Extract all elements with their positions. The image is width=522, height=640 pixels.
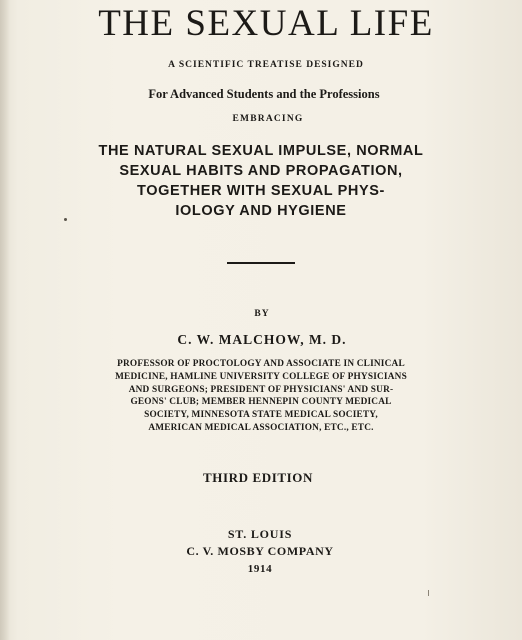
- topic-line: IOLOGY AND HYGIENE: [175, 203, 347, 219]
- topic-line: TOGETHER WITH SEXUAL PHYS-: [137, 183, 385, 199]
- subtitle-audience: For Advanced Students and the Professions: [148, 87, 380, 101]
- paper-speck: [64, 218, 67, 221]
- publication-year: 1914: [247, 563, 273, 575]
- credential-line: MEDICINE, HAMLINE UNIVERSITY COLLEGE OF PHYSICIANS: [115, 371, 407, 382]
- author-name: C. W. MALCHOW, M. D.: [177, 332, 347, 347]
- subtitle-treatise: A SCIENTIFIC TREATISE DESIGNED: [168, 60, 364, 70]
- paper-mark: [428, 590, 429, 596]
- embracing-label: EMBRACING: [232, 114, 304, 124]
- credential-line: AND SURGEONS; PRESIDENT OF PHYSICIANS' AND SUR-: [128, 384, 394, 395]
- topic-line: THE NATURAL SEXUAL IMPULSE, NORMAL: [98, 143, 424, 159]
- by-label: BY: [254, 309, 270, 319]
- edition-label: THIRD EDITION: [202, 470, 314, 485]
- publisher-city: ST. LOUIS: [227, 527, 293, 541]
- credential-line: PROFESSOR OF PROCTOLOGY AND ASSOCIATE IN CLINICAL: [117, 359, 405, 369]
- divider-rule: [227, 262, 295, 264]
- book-title: THE SEXUAL LIFE: [98, 3, 434, 44]
- author-credentials: [86, 358, 436, 435]
- publisher-name: C. V. MOSBY COMPANY: [186, 544, 334, 558]
- credential-line: SOCIETY, MINNESOTA STATE MEDICAL SOCIETY,: [144, 410, 378, 421]
- topic-line: SEXUAL HABITS AND PROPAGATION,: [119, 163, 403, 179]
- credential-line: AMERICAN MEDICAL ASSOCIATION, ETC., ETC.: [148, 422, 374, 433]
- topics-block: [0, 141, 522, 221]
- credential-line: GEONS' CLUB; MEMBER HENNEPIN COUNTY MEDICAL: [130, 397, 392, 408]
